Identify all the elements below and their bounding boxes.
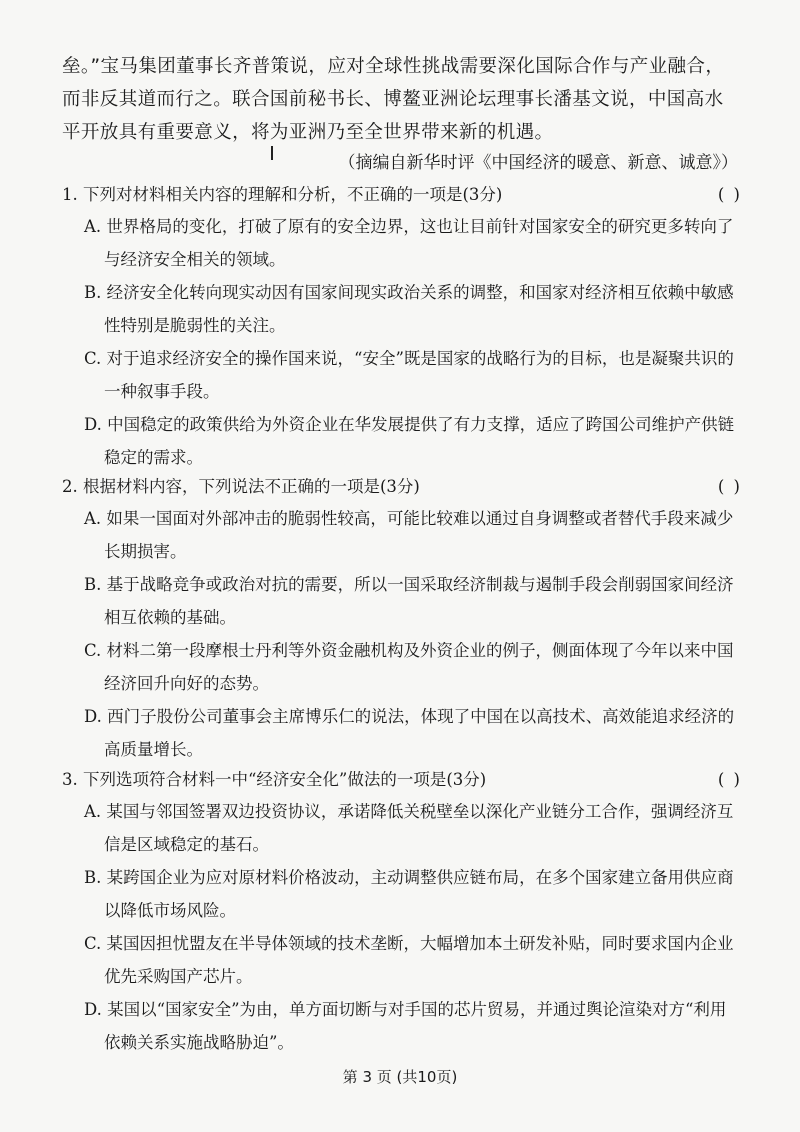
option-c: C. 某国因担忧盟友在半导体领域的技术垄断，大幅增加本土研发补贴，同时要求国内企业优先采购国产芯片。 (84, 934, 734, 986)
passage-text: 垒。”宝马集团董事长齐普策说，应对全球性挑战需要深化国际合作与产业融合，而非反其道而行之。联合国前秘书长、博鳌亚洲论坛理事长潘基文说，中国高水平开放具有重要意义，将为亚洲乃至全世界带来新的机遇。 (62, 56, 725, 143)
question-stem: 1. 下列对材料相关内容的理解和分析，不正确的一项是(3分) (62, 185, 503, 204)
option-d: D. 中国稳定的政策供给为外资企业在华发展提供了有力支撑，适应了跨国公司维护产供链稳定的需求。 (84, 415, 735, 467)
option-b: B. 某跨国企业为应对原材料价格波动，主动调整供应链布局，在多个国家建立备用供应商以降低市场风险。 (84, 868, 734, 920)
question-stem: 2. 根据材料内容，下列说法不正确的一项是(3分) (62, 477, 420, 496)
answer-blank: ( ) (717, 770, 742, 789)
question-3 (62, 765, 742, 1059)
option-d: D. 某国以“国家安全”为由，单方面切断与对手国的芯片贸易，并通过舆论渲染对方“利用依赖关系实施战略胁迫”。 (84, 1000, 727, 1052)
question-1 (62, 180, 742, 474)
question-2 (62, 472, 742, 766)
option-a: A. 某国与邻国签署双边投资协议，承诺降低关税壁垒以深化产业链分工合作，强调经济互信是区域稳定的基石。 (84, 802, 734, 854)
option-a: A. 世界格局的变化，打破了原有的安全边界，这也让目前针对国家安全的研究更多转向了与经济安全相关的领域。 (84, 217, 734, 269)
answer-blank: ( ) (717, 477, 742, 496)
answer-blank: ( ) (717, 185, 742, 204)
text-cursor-mark (271, 146, 273, 160)
option-c: C. 材料二第一段摩根士丹利等外资金融机构及外资企业的例子，侧面体现了今年以来中国经济回升向好的态势。 (84, 641, 734, 693)
option-d: D. 西门子股份公司董事会主席博乐仁的说法，体现了中国在以高技术、高效能追求经济的高质量增长。 (84, 707, 735, 759)
question-stem: 3. 下列选项符合材料一中“经济安全化”做法的一项是(3分) (62, 770, 487, 789)
source-citation: （摘编自新华时评《中国经济的暖意、新意、诚意》） (338, 153, 738, 173)
option-b: B. 基于战略竞争或政治对抗的需要，所以一国采取经济制裁与遏制手段会削弱国家间经济相互依赖的基础。 (84, 575, 734, 627)
option-b: B. 经济安全化转向现实动因有国家间现实政治关系的调整，和国家对经济相互依赖中敏感性特别是脆弱性的关注。 (84, 283, 734, 335)
option-a: A. 如果一国面对外部冲击的脆弱性较高，可能比较难以通过自身调整或者替代手段来减少长期损害。 (84, 509, 734, 561)
option-c: C. 对于追求经济安全的操作国来说，“安全”既是国家的战略行为的目标，也是凝聚共识的一种叙事手段。 (84, 349, 734, 401)
page-footer: 第 3 页 (共10页) (342, 1068, 458, 1086)
